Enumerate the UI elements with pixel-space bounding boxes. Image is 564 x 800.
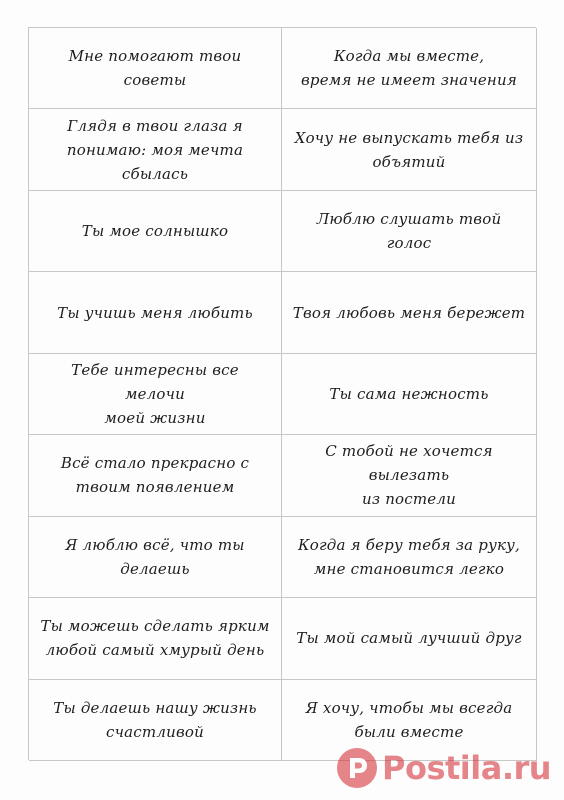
card-text: Люблю слушать твой голос xyxy=(316,210,502,253)
card-text: Ты мое солнышко xyxy=(81,222,229,241)
card-r4-left xyxy=(29,272,282,353)
card-r5-right xyxy=(282,354,537,435)
card-text: Ты можешь сделать ярким любой самый хмурый день xyxy=(40,617,270,660)
card-text: Всё стало прекрасно с твоим появлением xyxy=(60,454,250,497)
card-text: Глядя в твои глаза я понимаю: моя мечта сбылась xyxy=(66,116,244,183)
card-r1-left xyxy=(29,28,282,109)
card-r4-right xyxy=(282,272,537,353)
card-r2-right xyxy=(282,109,537,190)
card-r6-left xyxy=(29,435,282,516)
card-r7-right xyxy=(282,517,537,598)
postila-logo-icon xyxy=(336,747,378,789)
card-r9-left xyxy=(29,680,282,761)
card-text: Я люблю всё, что ты делаешь xyxy=(65,535,245,578)
card-text: Когда я беру тебя за руку, мне становится легко xyxy=(297,535,521,578)
card-text: Когда мы вместе, время не имеет значения xyxy=(301,47,517,90)
card-r7-left xyxy=(29,517,282,598)
card-text: Ты мой самый лучший друг xyxy=(296,629,522,648)
card-r8-left xyxy=(29,598,282,679)
postila-watermark xyxy=(336,742,558,794)
card-r6-right xyxy=(282,435,537,516)
card-r3-left xyxy=(29,191,282,272)
card-text: Мне помогают твои советы xyxy=(68,47,242,90)
card-text: С тобой не хочется вылезать из постели xyxy=(325,442,493,509)
cards-grid xyxy=(28,27,536,760)
card-r8-right xyxy=(282,598,537,679)
card-r3-right xyxy=(282,191,537,272)
watermark-text: Postila.ru xyxy=(382,749,552,787)
card-r2-left xyxy=(29,109,282,190)
card-text: Ты сама нежность xyxy=(329,384,489,403)
card-text: Ты делаешь нашу жизнь счастливой xyxy=(53,698,257,741)
card-r1-right xyxy=(282,28,537,109)
card-text: Твоя любовь меня бережет xyxy=(292,303,526,322)
card-text: Я хочу, чтобы мы всегда были вместе xyxy=(305,698,513,741)
card-r5-left xyxy=(29,354,282,435)
card-text: Хочу не выпускать тебя из объятий xyxy=(294,128,524,171)
card-text: Ты учишь меня любить xyxy=(57,303,253,322)
card-text: Тебе интересны все мелочи моей жизни xyxy=(71,360,239,427)
